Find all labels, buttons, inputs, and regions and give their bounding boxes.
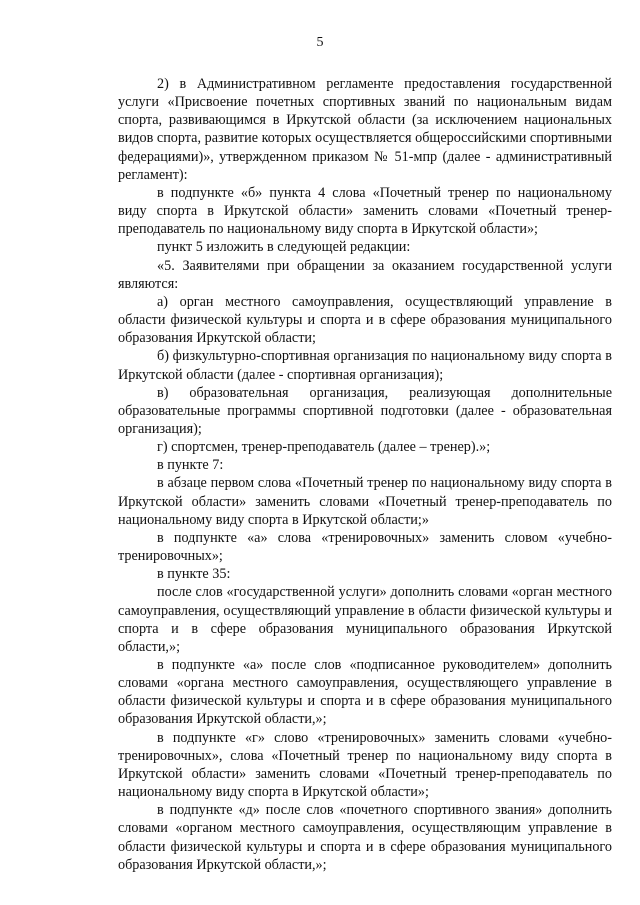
paragraph-5: а) орган местного самоуправления, осуществляющий управление в области физической культуры и спорта и в сфере образования муниципального образования Иркутской области; — [118, 293, 612, 347]
paragraph-12: в пункте 35: — [157, 566, 231, 583]
paragraph-10: в абзаце первом слова «Почетный тренер по национальному виду спорта в Иркутской области» заменить словами «Почетный тренер-преподаватель по национальному виду спорта в Иркутской области;» — [118, 475, 612, 528]
paragraph-1: 2) в Административном регламенте предоставления государственной услуги «Присвоение почетных спортивных званий по национальным видам спорта, развивающимся в Иркутской области (за исключением национальных видов спорта, развитие которых осуществляется общероссийскими спортивными федерациями)», утвержденном приказом № 51-мпр (далее - административный регламент): — [118, 76, 612, 183]
paragraph-13: после слов «государственной услуги» дополнить словами «орган местного самоуправления, осуществляющий управление в области физической культуры и спорта и в сфере образования муниципального образования Иркутской области,»; — [118, 584, 612, 655]
document-body — [118, 75, 612, 874]
paragraph-14: в подпункте «а» после слов «подписанное руководителем» дополнить словами «органа местного самоуправления, осуществляющего управление в области физической культуры и спорта и в сфере образования муниципального образования Иркутской области,»; — [118, 657, 612, 728]
paragraph-8: г) спортсмен, тренер-преподаватель (далее – тренер).»; — [157, 439, 491, 456]
paragraph-3: пункт 5 изложить в следующей редакции: — [157, 239, 411, 256]
paragraph-16: в подпункте «д» после слов «почетного спортивного звания» дополнить словами «органом местного самоуправления, осуществляющим управление в области физической культуры и спорта и в сфере образования муниципального образования Иркутской области,»; — [118, 802, 612, 873]
page-number: 5 — [316, 35, 324, 50]
paragraph-6: б) физкультурно-спортивная организация по национальному виду спорта в Иркутской области (далее - спортивная организация); — [118, 348, 612, 383]
paragraph-11: в подпункте «а» слова «тренировочных» заменить словом «учебно-тренировочных»; — [118, 529, 612, 565]
paragraph-2: в подпункте «б» пункта 4 слова «Почетный тренер по национальному виду спорта в Иркутской области» заменить словами «Почетный тренер-преподаватель по национальному виду спорта в Иркутской области»; — [118, 184, 612, 238]
paragraph-4: «5. Заявителями при обращении за оказанием государственной услуги являются: — [118, 257, 612, 292]
paragraph-15: в подпункте «г» слово «тренировочных» заменить словами «учебно-тренировочных», слова «Почетный тренер по национальному виду спорта в Иркутской области» заменить словами «Почетный тренер-преподаватель по национальному виду спорта в Иркутской области»; — [118, 729, 612, 801]
paragraph-9: в пункте 7: — [157, 457, 224, 474]
paragraph-7: в) образовательная организация, реализующая дополнительные образовательные программы спортивной подготовки (далее - образовательная организация); — [118, 384, 612, 437]
